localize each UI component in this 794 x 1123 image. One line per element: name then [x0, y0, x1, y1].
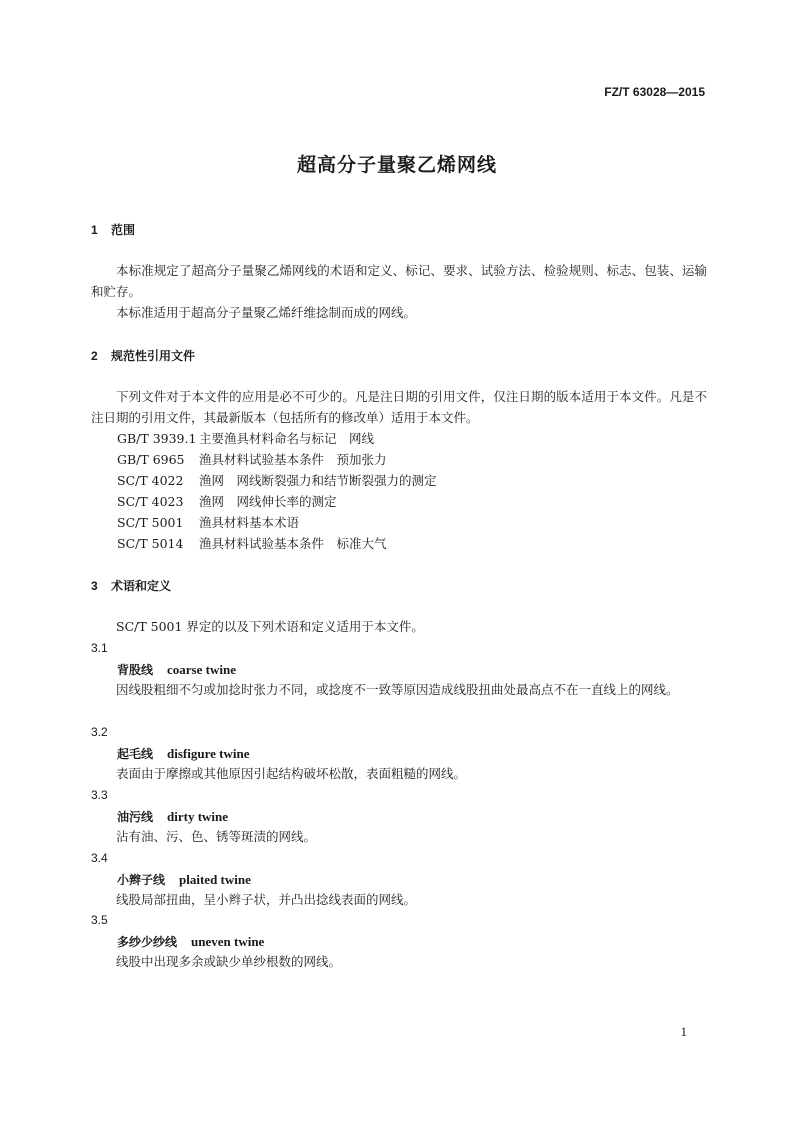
term-definition: 沾有油、污、色、锈等斑渍的网线。	[116, 829, 317, 844]
document-title: 超高分子量聚乙烯网线	[296, 154, 497, 176]
reference-code: SC/T 5014	[117, 536, 184, 551]
term-zh: 起毛线	[117, 747, 154, 761]
reference-code: GB/T 6965	[117, 452, 185, 467]
reference-item	[117, 470, 437, 491]
term-en: coarse twine	[167, 662, 236, 677]
section-number: 2	[91, 349, 98, 363]
terms-intro: SC/T 5001 界定的以及下列术语和定义适用于本文件。	[116, 619, 424, 634]
clause-number: 3.1	[91, 641, 108, 655]
term-definition: 线股中出现多余或缺少单纱根数的网线。	[116, 954, 342, 969]
term-en: uneven twine	[191, 934, 265, 949]
term-definition: 因线股粗细不匀或加捻时张力不同，或捻度不一致等原因造成线股扭曲处最高点不在一直线上的网线。	[116, 682, 679, 697]
reference-item	[117, 512, 437, 533]
section-3-heading	[91, 577, 171, 594]
references-intro: 下列文件对于本文件的应用是必不可少的。凡是注日期的引用文件，仅注日期的版本适用于本文件。凡是不注日期的引用文件，其最新版本（包括所有的修改单）适用于本文件。	[91, 389, 707, 425]
term-entry	[117, 808, 228, 825]
section-title: 规范性引用文件	[111, 349, 196, 363]
term-entry	[117, 933, 264, 950]
term-zh: 油污线	[117, 810, 154, 824]
reference-title: 主要渔具材料命名与标记 网线	[199, 431, 375, 446]
reference-title: 渔网 网线伸长率的测定	[199, 494, 337, 509]
term-zh: 背股线	[117, 663, 154, 677]
page-number: 1	[680, 1024, 687, 1039]
reference-item	[117, 491, 437, 512]
term-zh: 多纱少纱线	[117, 935, 178, 949]
term-en: plaited twine	[179, 872, 251, 887]
term-definition: 线股局部扭曲，呈小辫子状，并凸出捻线表面的网线。	[116, 892, 417, 907]
section-title: 术语和定义	[111, 579, 172, 593]
reference-item	[117, 449, 437, 470]
clause-number: 3.2	[91, 725, 108, 739]
reference-title: 渔具材料基本术语	[199, 515, 300, 530]
term-en: disfigure twine	[167, 746, 250, 761]
reference-code: SC/T 5001	[117, 515, 184, 530]
term-en: dirty twine	[167, 809, 229, 824]
reference-title: 渔网 网线断裂强力和结节断裂强力的测定	[199, 473, 437, 488]
reference-title: 渔具材料试验基本条件 预加张力	[199, 452, 387, 467]
reference-item	[117, 428, 437, 449]
scope-paragraph-1: 本标准规定了超高分子量聚乙烯网线的术语和定义、标记、要求、试验方法、检验规则、标志、包装、运输和贮存。	[91, 263, 707, 299]
section-number: 1	[91, 223, 98, 237]
reference-code: SC/T 4023	[117, 494, 184, 509]
term-definition: 表面由于摩擦或其他原因引起结构破坏松散，表面粗糙的网线。	[116, 766, 467, 781]
section-number: 3	[91, 579, 98, 593]
term-entry	[117, 871, 251, 888]
reference-list	[117, 428, 437, 554]
section-1-heading	[91, 221, 135, 238]
term-entry	[117, 661, 236, 678]
standard-code: FZ/T 63028—2015	[604, 85, 705, 99]
clause-number: 3.3	[91, 788, 108, 802]
reference-title: 渔具材料试验基本条件 标准大气	[199, 536, 387, 551]
section-2-heading	[91, 347, 195, 364]
scope-paragraph-2: 本标准适用于超高分子量聚乙烯纤维捻制而成的网线。	[116, 305, 417, 320]
reference-item	[117, 533, 437, 554]
reference-code: GB/T 3939.1	[117, 431, 197, 446]
section-title: 范围	[111, 223, 136, 237]
term-zh: 小辫子线	[117, 873, 166, 887]
clause-number: 3.5	[91, 913, 108, 927]
term-entry	[117, 745, 249, 762]
reference-code: SC/T 4022	[117, 473, 184, 488]
clause-number: 3.4	[91, 851, 108, 865]
